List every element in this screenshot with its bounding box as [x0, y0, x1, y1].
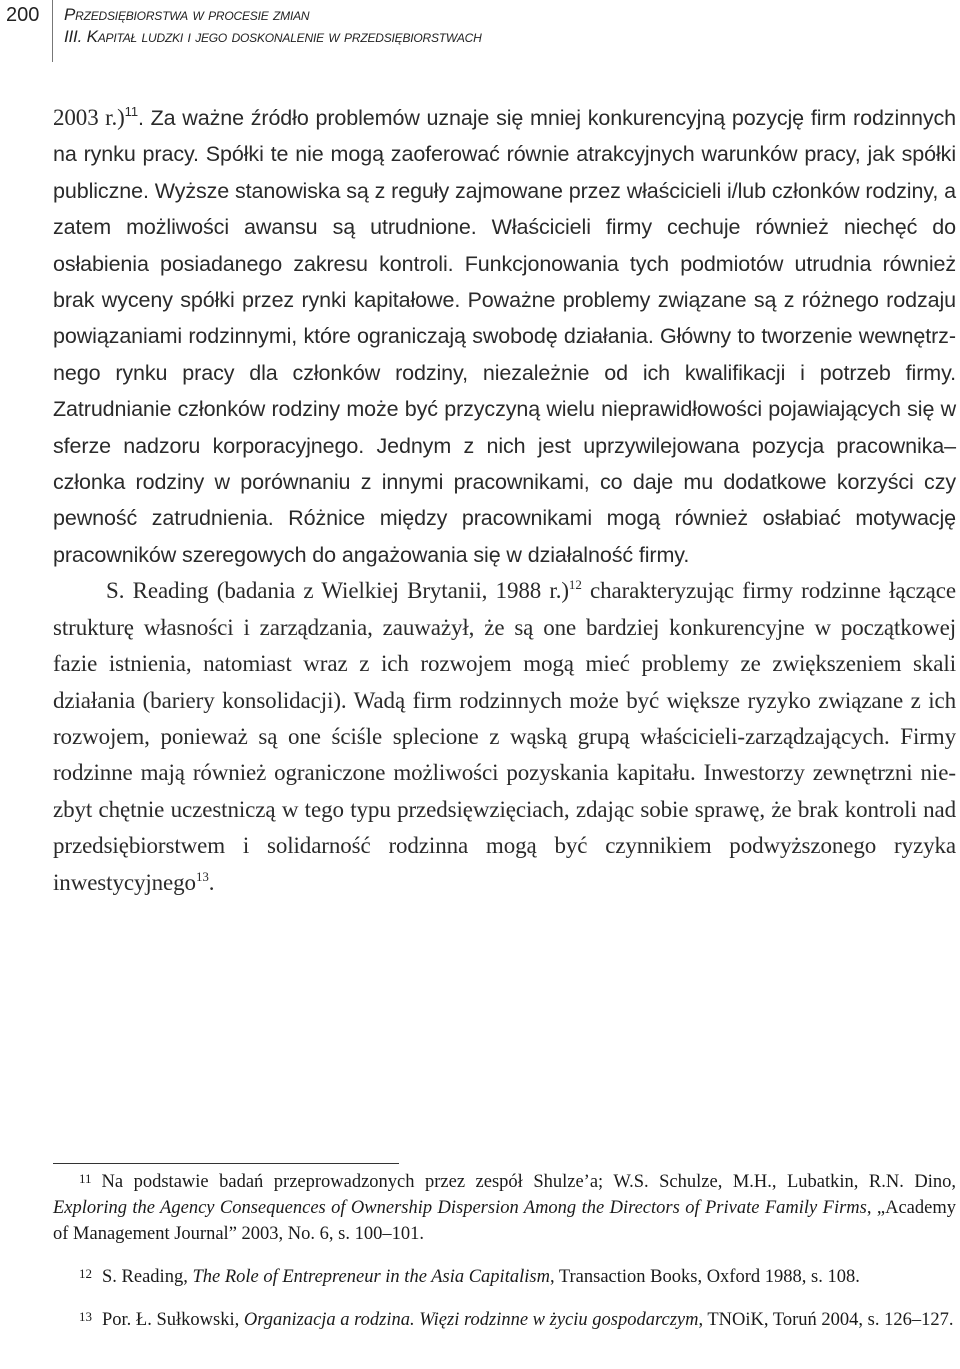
footnote-mark: 13 — [79, 1309, 92, 1324]
footnote-title: Exploring the Agency Consequences of Ownership Dispersion Among the Directors of Private Family Firms — [53, 1198, 867, 1218]
page-number: 200 — [6, 4, 40, 26]
paragraph-1-text: . Za ważne źródło problemów uznaje się mniej konkurencyjną pozycję firm rodzinnych na rynku pracy. Spółki te nie mogą zaoferować równie atrakcyjnych warunków pracy, jak spółki publiczne. Wyższe stanowiska są z reguły zajmowane przez właścicieli i/lub członków rodziny, a zatem możliwości awansu są utrudnione. Właścicieli firmy cechuje również niechęć do osłabienia posiadanego zakresu kontroli. Funkcjonowania tych podmiotów utrudnia również brak wyceny spółki przez rynki kapitałowe. Poważne problemy związane są z różnego rodzaju powiązaniami rodzinnymi, które ograniczają swobodę działania. Główny to tworzenie wewnętrznego rynku pracy dla członków rodziny, niezależnie od ich kwalifikacji i potrzeb firmy. Zatrudnianie członków rodziny może być przyczyną wielu nieprawidłowości pojawiających się w sferze nadzoru korporacyjnego. Jednym z nich jest uprzywilejowana pozycja pracownika–członka rodziny w porównaniu z innymi pracownikami, co daje mu dodatkowe korzyści czy pewność zatrudnienia. Różnice między pracownikami mogą również osłabiać motywację pracowników szeregowych do angażowania się w działalność firmy. — [53, 106, 957, 567]
footnote-text: , TNOiK, Toruń 2004, s. 126–127. — [698, 1310, 954, 1330]
footnote-12 — [53, 1261, 956, 1290]
running-title-line2: III. Kapitał ludzki i jego doskonalenie w przedsiębiorstwach — [64, 27, 482, 46]
paragraph-2-text: charakteryzując firmy rodzinne łączące strukturę własności i zarządzania, zauważył, że są one bardziej konkurencyjne w początkowej fazie istnienia, natomiast wraz z ich rozwojem mogą mieć problemy ze zwiększeniem skali działania (bariery konsolidacji). Wadą firm rodzinnych może być większe ryzyko związane z ich rozwojem, ponieważ są one ściśle splecione z wąską grupą właścicieli-zarządzających. Firmy rodzinne mają również ograniczone możliwości pozyskania kapitału. Inwestorzy zewnętrzni niezbyt chętnie uczestniczą w tego typu przedsięwzięciach, zdając sobie sprawę, że brak kontroli nad przedsiębiorstwem i solidarność rodzinna mogą być czynnikiem podwyższonego ryzyka inwestycyjnego — [53, 578, 957, 895]
footnote-text: S. Reading, — [102, 1267, 193, 1287]
footnote-text: Na podstawie badań przeprowadzonych przez zespół Shulze’a; W.S. Schulze, M.H., Lubatkin, R.N. Dino, — [101, 1172, 956, 1192]
paragraph-1 — [53, 100, 956, 573]
running-title-line1: Przedsiębiorstwa w procesie zmian — [64, 5, 310, 24]
footnotes — [53, 1166, 956, 1347]
paragraph-2 — [53, 573, 956, 901]
paragraph-2-end: . — [208, 869, 215, 895]
running-header — [0, 0, 960, 62]
footnote-title: Organizacja a rodzina. Więzi rodzinne w życiu gospodarczym — [243, 1310, 699, 1330]
footnote-13 — [53, 1304, 956, 1333]
footnote-text: , „Academy of Management Journal” 2003, No. 6, s. 100–101. — [53, 1198, 956, 1244]
footnote-11 — [53, 1166, 956, 1247]
footnote-text: , Transaction Books, Oxford 1988, s. 108. — [549, 1267, 860, 1287]
footnote-title: The Role of Entrepreneur in the Asia Capitalism — [192, 1267, 550, 1287]
main-text — [53, 100, 956, 901]
footnote-ref-13[interactable]: 13 — [195, 868, 209, 884]
footnote-mark: 11 — [79, 1171, 92, 1186]
footnote-mark: 12 — [79, 1266, 92, 1281]
header-divider — [52, 0, 53, 62]
paragraph-1-start: 2003 r.) — [53, 105, 125, 130]
footnote-ref-11[interactable]: 11 — [124, 104, 138, 119]
running-title — [64, 4, 482, 48]
paragraph-2-start: S. Reading (badania z Wielkiej Brytanii, 1988 r.) — [106, 578, 569, 604]
footnote-ref-12[interactable]: 12 — [568, 577, 582, 593]
footnote-text: Por. Ł. Sułkowski, — [102, 1310, 244, 1330]
footnote-separator — [53, 1163, 399, 1164]
